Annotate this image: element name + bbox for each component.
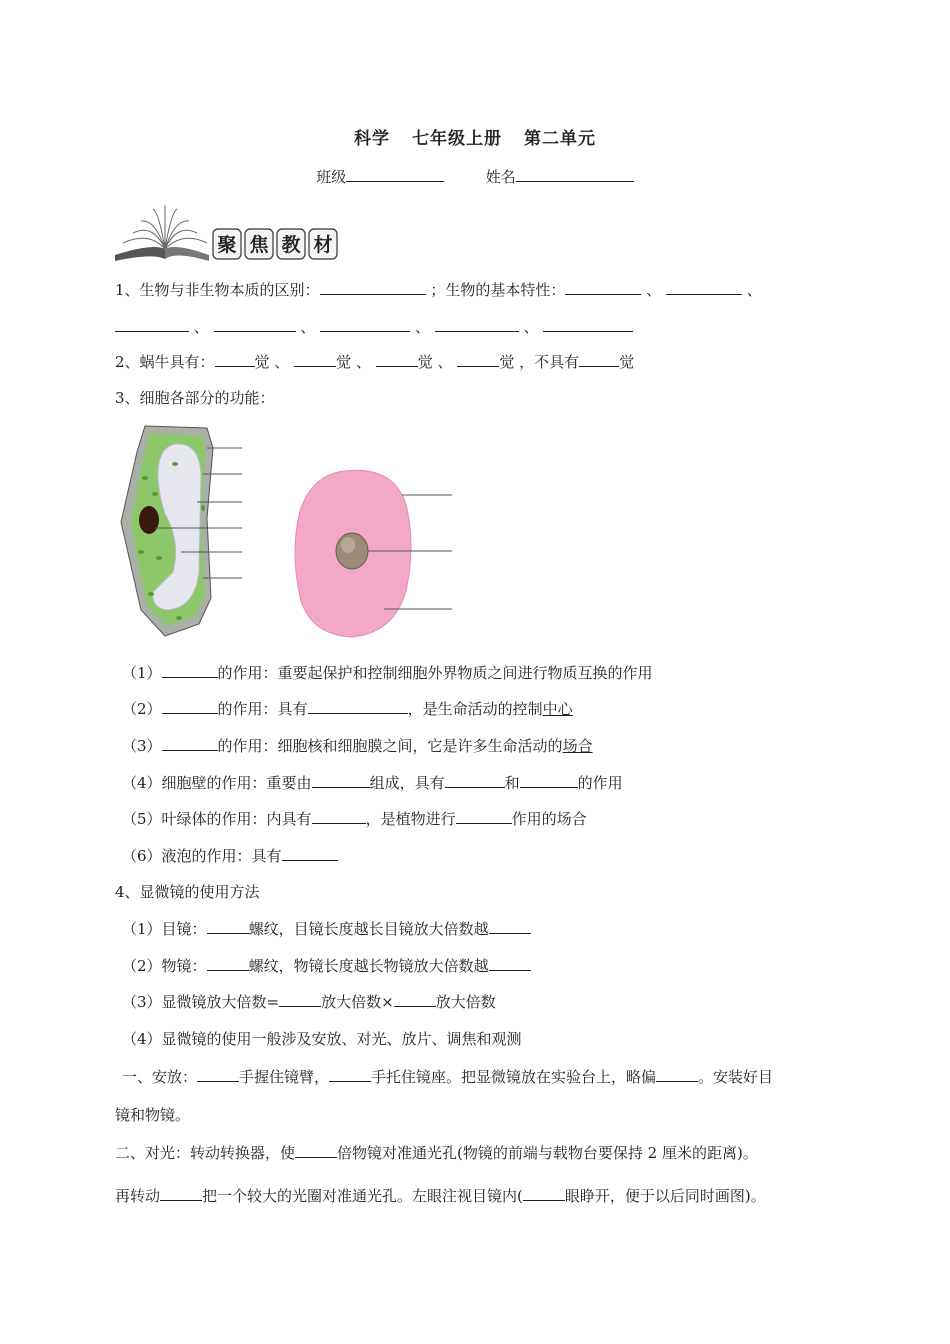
q1-blank-trait-1[interactable] [565, 280, 641, 295]
banner-char-4: 材 [313, 234, 333, 256]
q1-blank-difference[interactable] [320, 280, 426, 295]
q4-step-1-line-1: 一、安放： 手握住镜臂， 手托住镜座。把显微镜放在实验台上，略偏 。安装好目 [122, 1068, 774, 1086]
q2-blank-5[interactable] [579, 352, 619, 367]
q3-item-5: （5）叶绿体的作用：内具有 ，是植物进行 作用的场合 [122, 810, 587, 828]
q4-step-1-line-2: 镜和物镜。 [115, 1106, 191, 1124]
q4-2-blank-2[interactable] [489, 956, 531, 971]
q3-item-4: （4）细胞壁的作用：重要由 组成，具有 和 的作用 [122, 774, 623, 792]
name-input[interactable] [516, 167, 634, 182]
focus-textbook-banner [113, 203, 348, 265]
q4-1-blank-1[interactable] [207, 919, 249, 934]
q4-3-blank-1[interactable] [279, 992, 321, 1007]
q1-blank-trait-5[interactable] [320, 317, 410, 332]
q4-2-blank-1[interactable] [207, 956, 249, 971]
q3-4-blank-2[interactable] [445, 773, 505, 788]
step1-blank-3[interactable] [656, 1067, 698, 1082]
q3-item-6: （6）液泡的作用：具有 [122, 845, 338, 866]
name-label: 姓名 [485, 168, 516, 186]
q3-item-1: （1） 的作用：重要起保护和控制细胞外界物质之间进行物质互换的作用 [122, 664, 653, 682]
student-info [0, 166, 950, 187]
q4-step-2-line-1: 二、对光：转动转换器，使 倍物镜对准通光孔(物镜的前端与载物台要保持 2 厘米的距离)。 [115, 1144, 758, 1162]
question-2: 2、蜗牛具有： 觉 、 觉 、 觉 、 觉 ，不具有 觉 [115, 353, 635, 371]
class-input[interactable] [346, 167, 444, 182]
animal-cell-diagram [290, 465, 455, 640]
q2-blank-3[interactable] [376, 352, 418, 367]
q3-5-blank-2[interactable] [456, 809, 512, 824]
step2-blank-1[interactable] [295, 1143, 337, 1158]
q2-blank-2[interactable] [294, 352, 336, 367]
q4-item-3: （3）显微镜放大倍数= 放大倍数× 放大倍数 [122, 993, 496, 1011]
step1-blank-2[interactable] [329, 1067, 371, 1082]
q1-blank-trait-7[interactable] [543, 317, 633, 332]
q3-2-blank-2[interactable] [308, 699, 408, 714]
question-1-line-1: 1、生物与非生物本质的区别： ；生物的基本特性： 、 、 [115, 281, 762, 299]
banner-char-2: 焦 [249, 234, 269, 256]
nucleus [139, 506, 159, 534]
step2-blank-2[interactable] [160, 1186, 202, 1201]
title-grade: 七年级上册 [412, 129, 502, 149]
q3-2-blank-1[interactable] [162, 699, 218, 714]
q4-step-2-line-2: 再转动 把一个较大的光圈对准通光孔。左眼注视目镜内( 眼睁开，便于以后同时画图)。 [115, 1187, 766, 1205]
q3-item-3: （3） 的作用：细胞核和细胞膜之间，它是许多生命活动的场合 [122, 737, 593, 755]
q3-item-2: （2） 的作用：具有 ，是生命活动的控制中心 [122, 700, 573, 718]
q4-item-2: （2）物镜： 螺纹，物镜长度越长物镜放大倍数越 [122, 955, 531, 976]
title-unit: 第二单元 [524, 129, 596, 149]
class-label: 班级 [316, 168, 347, 186]
open-book-icon [115, 205, 209, 261]
plant-cell-diagram [115, 422, 250, 642]
q4-item-4: （4）显微镜的使用一般涉及安放、对光、放片、调焦和观测 [122, 1030, 522, 1048]
q1-blank-trait-4[interactable] [214, 317, 296, 332]
banner-char-3: 教 [281, 234, 301, 256]
q3-4-blank-3[interactable] [520, 773, 578, 788]
q4-1-blank-2[interactable] [489, 919, 531, 934]
q3-5-blank-1[interactable] [312, 809, 366, 824]
q2-blank-4[interactable] [457, 352, 499, 367]
q1-blank-trait-2[interactable] [666, 280, 742, 295]
title-subject: 科学 [354, 129, 390, 149]
q3-3-blank[interactable] [162, 736, 218, 751]
question-1-line-2: 、 、 、 、 [115, 316, 633, 337]
page-title [0, 124, 950, 149]
question-4-heading: 4、显微镜的使用方法 [115, 883, 260, 901]
q4-3-blank-2[interactable] [394, 992, 436, 1007]
q2-blank-1[interactable] [215, 352, 255, 367]
q3-6-blank[interactable] [282, 846, 338, 861]
q1-blank-trait-6[interactable] [435, 317, 519, 332]
q3-1-blank[interactable] [162, 663, 218, 678]
step1-blank-1[interactable] [197, 1067, 239, 1082]
q1-blank-trait-3[interactable] [115, 317, 189, 332]
step2-blank-3[interactable] [523, 1186, 565, 1201]
q4-item-1: （1）目镜： 螺纹，目镜长度越长目镜放大倍数越 [122, 918, 531, 939]
banner-char-1: 聚 [217, 234, 237, 256]
q3-4-blank-1[interactable] [312, 773, 370, 788]
question-3-heading: 3、细胞各部分的功能： [115, 389, 275, 407]
